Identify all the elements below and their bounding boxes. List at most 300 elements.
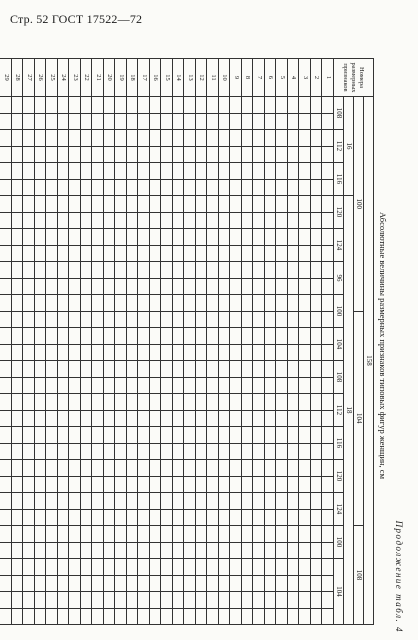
table-cell (219, 278, 231, 295)
table-cell (230, 526, 242, 543)
table-cell (322, 575, 334, 592)
table-cell (58, 493, 70, 510)
table-cell (173, 328, 185, 345)
table-caption: Абсолютные величины размерных признаков типовых фигур женщин, см (378, 212, 388, 479)
table-cell (12, 295, 24, 312)
table-cell (92, 130, 104, 147)
table-cell (196, 542, 208, 559)
table-cell (276, 361, 288, 378)
table-cell (58, 163, 70, 180)
table-cell (23, 113, 35, 130)
table-cell (207, 212, 219, 229)
table-cell (196, 278, 208, 295)
table-cell (230, 394, 242, 411)
table-cell (23, 245, 35, 262)
table-cell (46, 509, 58, 526)
table-cell (69, 262, 81, 279)
table-cell (127, 212, 139, 229)
row-number: 29 (0, 59, 12, 97)
table-cell (138, 97, 150, 114)
table-cell (311, 146, 323, 163)
table-cell (173, 146, 185, 163)
table-cell (299, 295, 311, 312)
table-cell (58, 394, 70, 411)
table-cell (207, 262, 219, 279)
table-cell (299, 443, 311, 460)
table-cell (196, 113, 208, 130)
table-cell (81, 526, 93, 543)
table-cell (184, 262, 196, 279)
table-cell (288, 146, 300, 163)
table-cell (23, 361, 35, 378)
table-cell (173, 526, 185, 543)
table-cell (150, 278, 162, 295)
table-cell (242, 130, 254, 147)
table-cell (161, 97, 173, 114)
table-cell (69, 328, 81, 345)
table-cell (184, 410, 196, 427)
table-cell (92, 113, 104, 130)
table-cell (219, 509, 231, 526)
table-cell (69, 229, 81, 246)
table-cell (230, 163, 242, 180)
table-cell (12, 592, 24, 609)
table-cell (322, 229, 334, 246)
table-cell (23, 146, 35, 163)
table-cell (288, 179, 300, 196)
table-cell (265, 509, 277, 526)
table-cell (253, 179, 265, 196)
row-number: 2 (311, 59, 323, 97)
table-cell (35, 212, 47, 229)
table-cell (253, 130, 265, 147)
table-cell (276, 212, 288, 229)
table-cell (276, 146, 288, 163)
table-cell (138, 460, 150, 477)
table-row (12, 59, 24, 625)
table-cell (81, 130, 93, 147)
table-cell (276, 179, 288, 196)
table-cell (35, 361, 47, 378)
table-cell (23, 229, 35, 246)
table-cell (196, 608, 208, 625)
table-cell (299, 559, 311, 576)
table-cell (92, 493, 104, 510)
table-cell (46, 163, 58, 180)
table-cell (173, 97, 185, 114)
table-cell (12, 460, 24, 477)
table-cell (58, 559, 70, 576)
table-cell (0, 163, 12, 180)
table-cell (219, 443, 231, 460)
table-cell (35, 476, 47, 493)
table-cell (35, 262, 47, 279)
table-cell (12, 146, 24, 163)
table-cell (127, 196, 139, 213)
table-cell (276, 526, 288, 543)
table-cell (219, 212, 231, 229)
table-cell (104, 311, 116, 328)
table-cell (288, 427, 300, 444)
table-cell (265, 245, 277, 262)
table-cell (23, 476, 35, 493)
table-cell (242, 196, 254, 213)
table-cell (173, 443, 185, 460)
table-cell (23, 97, 35, 114)
table-cell (299, 212, 311, 229)
table-cell (196, 328, 208, 345)
table-cell (92, 328, 104, 345)
table-cell (173, 427, 185, 444)
table-cell (311, 212, 323, 229)
table-cell (46, 245, 58, 262)
table-cell (35, 229, 47, 246)
table-cell (207, 311, 219, 328)
table-cell (115, 394, 127, 411)
table-cell (0, 262, 12, 279)
table-cell (115, 146, 127, 163)
table-cell (150, 163, 162, 180)
row-number: 11 (207, 59, 219, 97)
table-cell (173, 410, 185, 427)
table-cell (230, 575, 242, 592)
table-cell (253, 443, 265, 460)
table-cell (0, 526, 12, 543)
table-cell (104, 608, 116, 625)
table-cell (196, 295, 208, 312)
table-row (265, 59, 277, 625)
table-cell (322, 493, 334, 510)
table-cell (81, 608, 93, 625)
table-cell (322, 526, 334, 543)
table-cell (58, 427, 70, 444)
table-cell (230, 278, 242, 295)
table-cell (242, 592, 254, 609)
table-cell (12, 427, 24, 444)
table-cell (150, 410, 162, 427)
table-cell (207, 113, 219, 130)
table-cell (115, 559, 127, 576)
table-cell (184, 278, 196, 295)
table-cell (207, 146, 219, 163)
table-cell (69, 559, 81, 576)
table-cell (288, 278, 300, 295)
table-cell (69, 592, 81, 609)
table-cell (322, 344, 334, 361)
table-cell (322, 113, 334, 130)
table-cell (184, 229, 196, 246)
table-cell (23, 130, 35, 147)
table-cell (150, 443, 162, 460)
table-cell (207, 295, 219, 312)
table-cell (288, 344, 300, 361)
table-cell (138, 559, 150, 576)
table-cell (288, 410, 300, 427)
table-cell (0, 328, 12, 345)
table-cell (161, 278, 173, 295)
table-cell (265, 97, 277, 114)
table-cell (242, 542, 254, 559)
table-cell (173, 245, 185, 262)
table-cell (173, 559, 185, 576)
table-cell (104, 163, 116, 180)
table-cell (322, 245, 334, 262)
table-cell (276, 608, 288, 625)
table-cell (92, 377, 104, 394)
table-row (104, 59, 116, 625)
table-cell (230, 146, 242, 163)
table-cell (150, 212, 162, 229)
table-cell (58, 130, 70, 147)
table-cell (161, 559, 173, 576)
table-cell (207, 328, 219, 345)
table-cell (12, 476, 24, 493)
table-cell (23, 394, 35, 411)
table-cell (81, 361, 93, 378)
table-cell (230, 493, 242, 510)
table-cell (127, 608, 139, 625)
table-cell (265, 575, 277, 592)
row-number: 25 (46, 59, 58, 97)
table-cell (58, 476, 70, 493)
table-cell (161, 262, 173, 279)
table-cell (0, 278, 12, 295)
table-cell (322, 509, 334, 526)
table-cell (288, 196, 300, 213)
table-cell (127, 476, 139, 493)
table-cell (92, 394, 104, 411)
table-cell (138, 196, 150, 213)
table-cell (288, 575, 300, 592)
table-cell (92, 559, 104, 576)
table-cell (127, 179, 139, 196)
row-number: 28 (12, 59, 24, 97)
table-cell (92, 361, 104, 378)
table-cell (196, 361, 208, 378)
table-cell (242, 509, 254, 526)
table-cell (207, 229, 219, 246)
table-cell (207, 377, 219, 394)
col-header: 108 (334, 97, 344, 130)
table-cell (23, 592, 35, 609)
table-cell (288, 559, 300, 576)
table-cell (35, 460, 47, 477)
table-cell (276, 542, 288, 559)
table-cell (58, 262, 70, 279)
table-cell (265, 559, 277, 576)
col-header: 124 (334, 493, 344, 526)
table-cell (265, 328, 277, 345)
table-cell (35, 295, 47, 312)
table-cell (161, 575, 173, 592)
table-row (299, 59, 311, 625)
table-cell (161, 146, 173, 163)
table-cell (35, 394, 47, 411)
table-cell (69, 377, 81, 394)
table-cell (219, 179, 231, 196)
table-cell (58, 278, 70, 295)
table-cell (127, 262, 139, 279)
table-cell (0, 179, 12, 196)
table-cell (138, 262, 150, 279)
table-cell (253, 361, 265, 378)
table-cell (115, 311, 127, 328)
table-cell (150, 592, 162, 609)
table-cell (35, 592, 47, 609)
table-cell (127, 526, 139, 543)
table-cell (219, 113, 231, 130)
table-cell (219, 592, 231, 609)
table-cell (69, 394, 81, 411)
table-cell (207, 179, 219, 196)
table-cell (104, 146, 116, 163)
table-cell (81, 344, 93, 361)
table-cell (138, 229, 150, 246)
table-cell (150, 328, 162, 345)
table-cell (265, 542, 277, 559)
table-cell (276, 344, 288, 361)
table-cell (196, 575, 208, 592)
table-cell (196, 526, 208, 543)
table-cell (23, 542, 35, 559)
table-cell (69, 212, 81, 229)
table-cell (299, 361, 311, 378)
table-cell (161, 179, 173, 196)
table-cell (127, 592, 139, 609)
table-cell (253, 526, 265, 543)
table-cell (219, 559, 231, 576)
table-cell (127, 575, 139, 592)
table-cell (265, 311, 277, 328)
table-cell (58, 377, 70, 394)
table-cell (322, 460, 334, 477)
table-cell (161, 163, 173, 180)
table-cell (299, 377, 311, 394)
table-cell (12, 245, 24, 262)
table-cell (81, 245, 93, 262)
table-cell (196, 377, 208, 394)
table-cell (161, 295, 173, 312)
table-cell (115, 229, 127, 246)
table-cell (299, 311, 311, 328)
table-cell (173, 377, 185, 394)
table-cell (69, 427, 81, 444)
table-cell (69, 113, 81, 130)
table-cell (230, 361, 242, 378)
table-cell (288, 592, 300, 609)
table-cell (69, 526, 81, 543)
table-cell (299, 163, 311, 180)
table-cell (184, 97, 196, 114)
table-cell (127, 130, 139, 147)
table-cell (253, 608, 265, 625)
table-cell (311, 575, 323, 592)
table-cell (207, 163, 219, 180)
col-header: 96 (334, 262, 344, 295)
table-cell (104, 196, 116, 213)
table-cell (207, 361, 219, 378)
table-cell (230, 427, 242, 444)
table-cell (69, 460, 81, 477)
table-cell (322, 410, 334, 427)
table-cell (161, 476, 173, 493)
table-cell (242, 559, 254, 576)
table-cell (276, 509, 288, 526)
table-cell (35, 542, 47, 559)
table-cell (46, 526, 58, 543)
table-cell (322, 311, 334, 328)
table-cell (253, 97, 265, 114)
table-cell (276, 311, 288, 328)
table-cell (173, 229, 185, 246)
table-cell (161, 542, 173, 559)
table-cell (104, 443, 116, 460)
table-cell (12, 311, 24, 328)
table-cell (58, 97, 70, 114)
table-cell (184, 559, 196, 576)
table-cell (150, 394, 162, 411)
table-cell (230, 410, 242, 427)
col-header: 124 (334, 229, 344, 262)
table-cell (184, 460, 196, 477)
table-cell (196, 212, 208, 229)
table-cell (219, 526, 231, 543)
table-cell (138, 394, 150, 411)
table-cell (35, 410, 47, 427)
row-number: 21 (92, 59, 104, 97)
table-cell (46, 476, 58, 493)
page-header: Стр. 52 ГОСТ 17522—72 (10, 12, 143, 26)
table-cell (150, 361, 162, 378)
table-cell (161, 526, 173, 543)
row-header-cell: Номера размерных признаков (334, 59, 374, 97)
table-row (322, 59, 334, 625)
table-cell (322, 476, 334, 493)
table-cell (173, 212, 185, 229)
table-cell (12, 262, 24, 279)
table-cell (311, 97, 323, 114)
table-cell (219, 130, 231, 147)
table-cell (161, 443, 173, 460)
table-cell (127, 377, 139, 394)
table-row (219, 59, 231, 625)
table-cell (58, 460, 70, 477)
table-cell (81, 196, 93, 213)
table-cell (276, 295, 288, 312)
table-cell (230, 245, 242, 262)
table-cell (81, 542, 93, 559)
table-cell (138, 493, 150, 510)
table-cell (265, 460, 277, 477)
table-cell (276, 394, 288, 411)
table-cell (196, 311, 208, 328)
table-cell (207, 476, 219, 493)
table-cell (23, 163, 35, 180)
table-cell (299, 526, 311, 543)
table-cell (0, 575, 12, 592)
table-cell (69, 278, 81, 295)
table-cell (69, 575, 81, 592)
table-cell (138, 113, 150, 130)
table-cell (253, 113, 265, 130)
table-row (207, 59, 219, 625)
table-cell (276, 262, 288, 279)
col-header: 104 (334, 328, 344, 361)
table-cell (12, 361, 24, 378)
table-cell (161, 394, 173, 411)
table-cell (230, 542, 242, 559)
table-cell (207, 394, 219, 411)
